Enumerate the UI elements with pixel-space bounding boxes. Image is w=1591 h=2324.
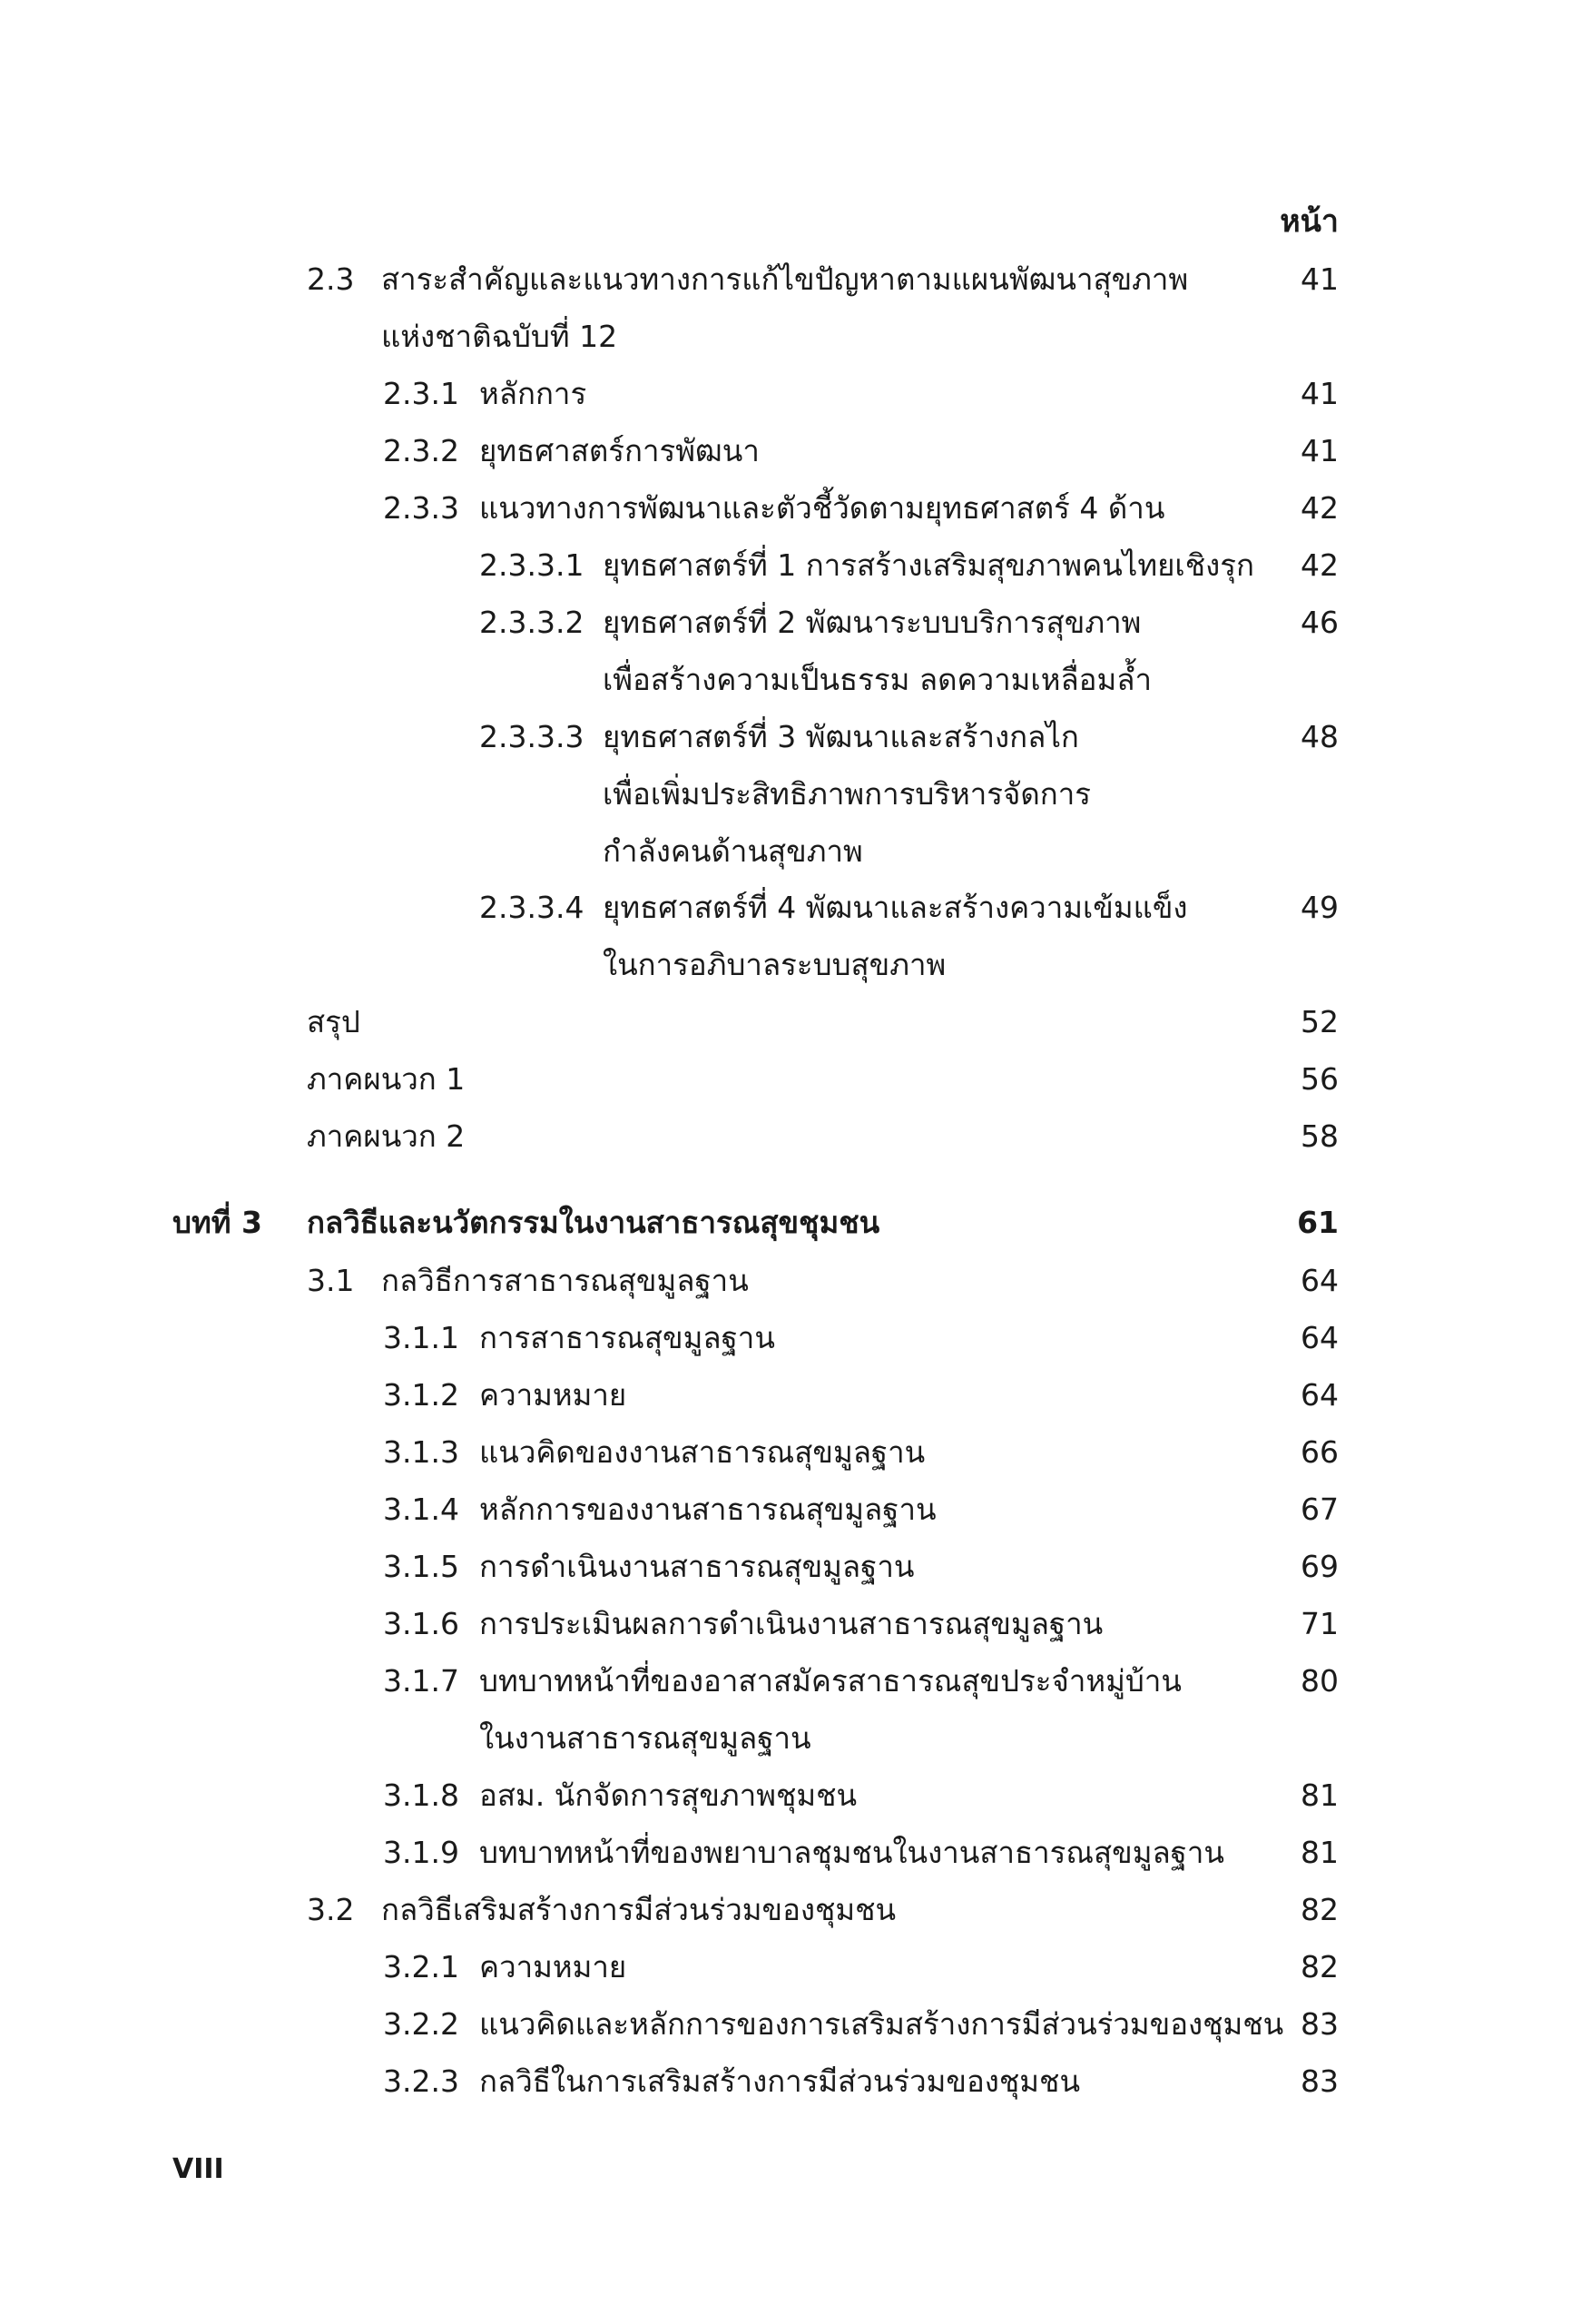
section-number: 2.3	[307, 261, 355, 297]
chapter-label: บทที่ 3	[172, 1205, 262, 1240]
section-number: 3.1.9	[383, 1835, 459, 1870]
toc-entry	[0, 1433, 1591, 1490]
section-number: 3.2.1	[383, 1949, 459, 1984]
section-number: 2.3.3.3	[479, 719, 584, 754]
section-number: 2.3.2	[383, 433, 459, 468]
section-title: การสาธารณสุขมูลฐาน	[479, 1320, 775, 1355]
toc-entry	[0, 1776, 1591, 1833]
section-number: 3.1.3	[383, 1434, 459, 1470]
page-ref: 52	[1301, 1004, 1339, 1039]
toc-entry	[0, 1604, 1591, 1661]
toc-entry	[0, 1203, 1591, 1260]
section-title: ยุทธศาสตร์ที่ 3 พัฒนาและสร้างกลไก	[603, 719, 1079, 754]
section-title: ในงานสาธารณสุขมูลฐาน	[479, 1720, 811, 1756]
section-title: ภาคผนวก 1	[307, 1061, 466, 1097]
page-ref: 61	[1297, 1205, 1339, 1240]
section-title: อสม. นักจัดการสุขภาพชุมชน	[479, 1777, 858, 1813]
section-title: ความหมาย	[479, 1377, 627, 1413]
toc-entry	[0, 1947, 1591, 2004]
section-title: เพื่อสร้างความเป็นธรรม ลดความเหลื่อมล้ำ	[603, 662, 1152, 697]
section-title: เพื่อเพิ่มประสิทธิภาพการบริหารจัดการ	[603, 776, 1092, 812]
section-number: 2.3.1	[383, 376, 459, 411]
section-number: 3.2	[307, 1892, 355, 1927]
page-number: VIII	[172, 2153, 224, 2185]
section-title: บทบาทหน้าที่ของพยาบาลชุมชนในงานสาธารณสุขมูลฐาน	[479, 1835, 1224, 1870]
page-ref: 71	[1301, 1606, 1339, 1641]
section-number: 3.1.1	[383, 1320, 459, 1355]
section-title: กำลังคนด้านสุขภาพ	[603, 833, 863, 869]
section-title: ความหมาย	[479, 1949, 627, 1984]
section-number: 3.2.2	[383, 2006, 459, 2042]
section-title: แนวคิดของงานสาธารณสุขมูลฐาน	[479, 1434, 926, 1470]
section-title: ยุทธศาสตร์ที่ 2 พัฒนาระบบบริการสุขภาพ	[603, 605, 1142, 640]
section-title: กลวิธีในการเสริมสร้างการมีส่วนร่วมของชุมชน	[479, 2063, 1081, 2099]
section-number: 2.3.3.2	[479, 605, 584, 640]
section-number: 3.1.4	[383, 1492, 459, 1527]
toc-entry	[0, 717, 1591, 889]
toc-entry	[0, 2062, 1591, 2119]
toc-entry	[0, 1318, 1591, 1375]
page-ref: 64	[1301, 1377, 1339, 1413]
section-title: การประเมินผลการดำเนินงานสาธารณสุขมูลฐาน	[479, 1606, 1104, 1641]
section-number: 2.3.3	[383, 490, 459, 526]
toc-entry	[0, 2004, 1591, 2062]
page-ref: 64	[1301, 1263, 1339, 1298]
section-title: แนวทางการพัฒนาและตัวชี้วัดตามยุทธศาสตร์ 4 ด้าน	[479, 490, 1165, 526]
toc-entry	[0, 1890, 1591, 1947]
section-number: 3.1.8	[383, 1777, 459, 1813]
page-column-header: หน้า	[1280, 203, 1339, 240]
section-title: สรุป	[307, 1004, 360, 1039]
toc-entry	[0, 374, 1591, 431]
page-ref: 42	[1301, 490, 1339, 526]
page-ref: 41	[1301, 376, 1339, 411]
section-number: 3.1.2	[383, 1377, 459, 1413]
toc-entry	[0, 1375, 1591, 1433]
section-title: สาระสำคัญและแนวทางการแก้ไขปัญหาตามแผนพัฒนาสุขภาพ	[381, 261, 1189, 297]
toc-entry	[0, 546, 1591, 603]
section-title: แนวคิดและหลักการของการเสริมสร้างการมีส่วนร่วมของชุมชน	[479, 2006, 1284, 2042]
section-title: หลักการ	[479, 376, 587, 411]
page-ref: 64	[1301, 1320, 1339, 1355]
toc-entry	[0, 1059, 1591, 1117]
section-title: ยุทธศาสตร์ที่ 4 พัฒนาและสร้างความเข้มแข็ง	[603, 890, 1188, 925]
page-ref: 42	[1301, 547, 1339, 583]
section-title: การดำเนินงานสาธารณสุขมูลฐาน	[479, 1549, 915, 1584]
toc-entry	[0, 431, 1591, 488]
section-number: 2.3.3.4	[479, 890, 584, 925]
page-ref: 41	[1301, 433, 1339, 468]
page-ref: 82	[1301, 1892, 1339, 1927]
toc-entry	[0, 1117, 1591, 1174]
section-number: 3.1.5	[383, 1549, 459, 1584]
page-ref: 83	[1301, 2063, 1339, 2099]
section-title: ในการอภิบาลระบบสุขภาพ	[603, 947, 947, 982]
section-number: 2.3.3.1	[479, 547, 584, 583]
section-title: ยุทธศาสตร์ที่ 1 การสร้างเสริมสุขภาพคนไทยเชิงรุก	[603, 547, 1254, 583]
toc-entry	[0, 1490, 1591, 1547]
toc-entry	[0, 603, 1591, 717]
section-number: 3.2.3	[383, 2063, 459, 2099]
section-title: แห่งชาติฉบับที่ 12	[381, 319, 618, 354]
page-ref: 56	[1301, 1061, 1339, 1097]
section-title: กลวิธีเสริมสร้างการมีส่วนร่วมของชุมชน	[381, 1892, 897, 1927]
toc-entry	[0, 1547, 1591, 1604]
page-ref: 41	[1301, 261, 1339, 297]
toc-entry	[0, 260, 1591, 374]
page-ref: 49	[1301, 890, 1339, 925]
page-ref: 69	[1301, 1549, 1339, 1584]
section-title: ยุทธศาสตร์การพัฒนา	[479, 433, 760, 468]
section-title: กลวิธีและนวัตกรรมในงานสาธารณสุขชุมชน	[307, 1205, 880, 1240]
toc-entry	[0, 488, 1591, 546]
page-ref: 83	[1301, 2006, 1339, 2042]
toc-entry	[0, 888, 1591, 1002]
toc-entry	[0, 1002, 1591, 1059]
page-ref: 67	[1301, 1492, 1339, 1527]
section-title: กลวิธีการสาธารณสุขมูลฐาน	[381, 1263, 749, 1298]
page-ref: 58	[1301, 1118, 1339, 1154]
section-number: 3.1.7	[383, 1663, 459, 1699]
toc-entry	[0, 1833, 1591, 1890]
page-ref: 46	[1301, 605, 1339, 640]
page-ref: 66	[1301, 1434, 1339, 1470]
page-ref: 80	[1301, 1663, 1339, 1699]
page-ref: 81	[1301, 1835, 1339, 1870]
page-ref: 81	[1301, 1777, 1339, 1813]
section-title: ภาคผนวก 2	[307, 1118, 466, 1154]
page-ref: 48	[1301, 719, 1339, 754]
section-title: บทบาทหน้าที่ของอาสาสมัครสาธารณสุขประจำหมู่บ้าน	[479, 1663, 1182, 1699]
toc-entry	[0, 1261, 1591, 1318]
section-number: 3.1	[307, 1263, 355, 1298]
section-number: 3.1.6	[383, 1606, 459, 1641]
section-title: หลักการของงานสาธารณสุขมูลฐาน	[479, 1492, 937, 1527]
page-ref: 82	[1301, 1949, 1339, 1984]
toc-entry	[0, 1661, 1591, 1776]
